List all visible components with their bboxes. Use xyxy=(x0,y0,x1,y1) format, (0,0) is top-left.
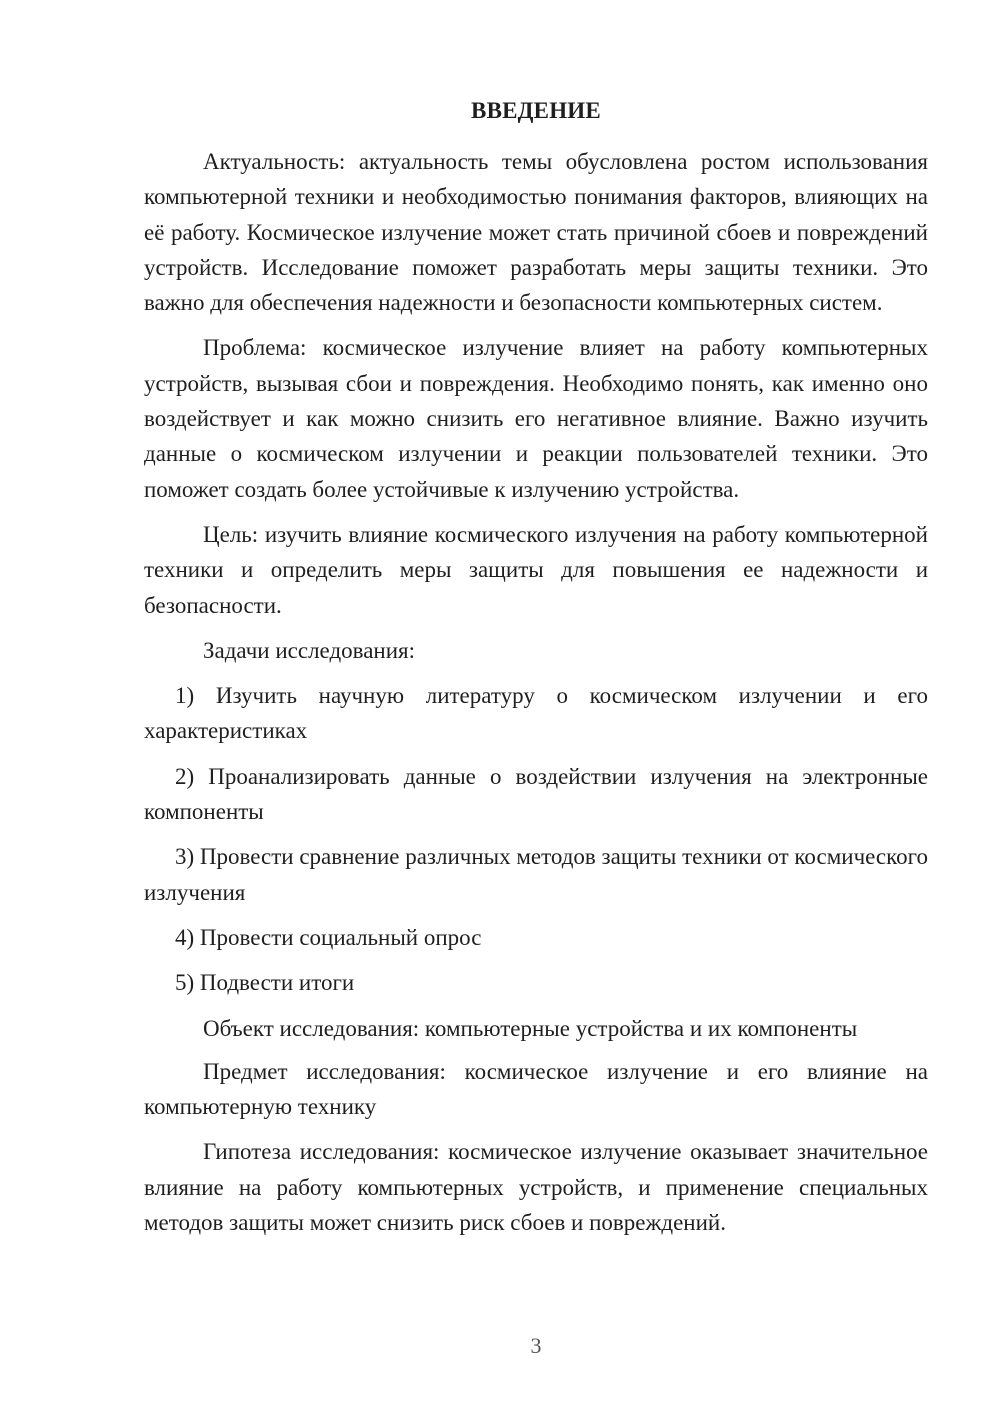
section-title: ВВЕДЕНИЕ xyxy=(471,98,601,123)
document-page xyxy=(144,96,928,1250)
task-item-1: 1) Изучить научную литературу о космическом излучении и его характеристиках xyxy=(144,683,928,744)
paragraph-goal: Цель: изучить влияние космического излучения на работу компьютерной техники и определить меры защиты для повышения ее надежности и безопасности. xyxy=(144,521,928,618)
tasks-heading: Задачи исследования: xyxy=(203,637,416,663)
task-item-2: 2) Проанализировать данные о воздействии излучения на электронные компоненты xyxy=(144,763,928,825)
paragraph-object: Объект исследования: компьютерные устройства и их компоненты xyxy=(203,1015,858,1041)
paragraph-relevance: Актуальность: актуальность темы обусловлена ростом использования компьютерной техники и необходимостью понимания факторов, влияющих на её работу. Космическое излучение может стать причиной сбоев и повреждений устройств. Исследование поможет разработать меры защиты техники. Это важно для обеспечения надежности и безопасности компьютерных систем. xyxy=(144,149,928,316)
task-item-4: 4) Провести социальный опрос xyxy=(175,924,482,950)
task-item-3: 3) Провести сравнение различных методов защиты техники от космического излучения xyxy=(144,844,928,905)
paragraph-hypothesis: Гипотеза исследования: космическое излучение оказывает значительное влияние на работу компьютерных устройств, и применение специальных методов защиты может снизить риск сбоев и повреждений. xyxy=(144,1139,928,1236)
paragraph-subject: Предмет исследования: космическое излучение и его влияние на компьютерную технику xyxy=(144,1058,928,1120)
page-number: 3 xyxy=(530,1333,542,1358)
paragraph-problem: Проблема: космическое излучение влияет на работу компьютерных устройств, вызывая сбои и повреждения. Необходимо понять, как именно оно воздействует и как можно снизить его негативное влияние. Важно изучить данные о космическом излучении и реакции пользователей техники. Это поможет создать более устойчивые к излучению устройства. xyxy=(144,335,928,502)
task-item-5: 5) Подвести итоги xyxy=(175,970,355,996)
